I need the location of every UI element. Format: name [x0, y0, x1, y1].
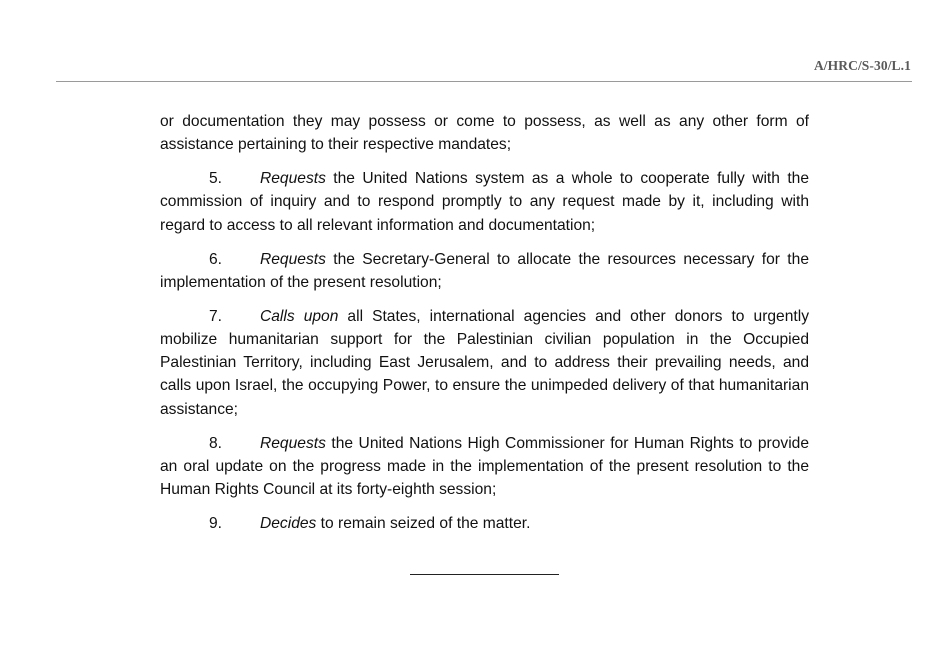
paragraph-number: 6.: [209, 250, 223, 268]
operative-verb: Requests: [260, 170, 326, 188]
operative-verb: Requests: [260, 434, 326, 452]
document-symbol: A/HRC/S-30/L.1: [813, 58, 911, 73]
paragraph-number: 5.: [209, 170, 223, 188]
operative-verb: Calls upon: [260, 307, 339, 325]
paragraph-text: the United Nations High Commissioner for Human Rights to provide an oral update on the progress made in the implementation of the present resolution to the Human Rights Council at its forty-eighth session;: [160, 434, 809, 499]
paragraph-text: the United Nations system as a whole to cooperate fully with the commission of inquiry and to respond promptly to any request made by it, including with regard to access to all relevant information and documentation;: [160, 170, 809, 234]
paragraph-text: to remain seized of the matter.: [316, 515, 531, 533]
operative-paragraph-9: [160, 512, 809, 535]
operative-paragraph-7: [160, 305, 809, 421]
paragraph-text: the Secretary-General to allocate the resources necessary for the implementation of the present resolution;: [160, 250, 809, 291]
paragraph-number: 7.: [209, 307, 223, 325]
paragraph-number: 9.: [209, 515, 223, 533]
paragraph-text: all States, international agencies and other donors to urgently mobilize humanitarian support for the Palestinian civilian population in the Occupied Palestinian Territory, including East Jerusalem, and to address their prevailing needs, and calls upon Israel, the occupying Power, to ensure the unimpeded delivery of that humanitarian assistance;: [160, 307, 809, 418]
operative-verb: Requests: [260, 250, 326, 268]
operative-verb: Decides: [260, 515, 317, 533]
operative-paragraph-5: [160, 167, 809, 237]
operative-paragraph-8: [160, 432, 809, 502]
end-of-document-rule: [410, 574, 559, 575]
operative-paragraph-6: [160, 248, 809, 294]
resolution-body: [160, 110, 809, 546]
paragraph-number: 8.: [209, 434, 223, 452]
header-divider: [56, 81, 912, 82]
continuation-paragraph: or documentation they may possess or come to possess, as well as any other form of assistance pertaining to their respective mandates;: [160, 113, 809, 154]
